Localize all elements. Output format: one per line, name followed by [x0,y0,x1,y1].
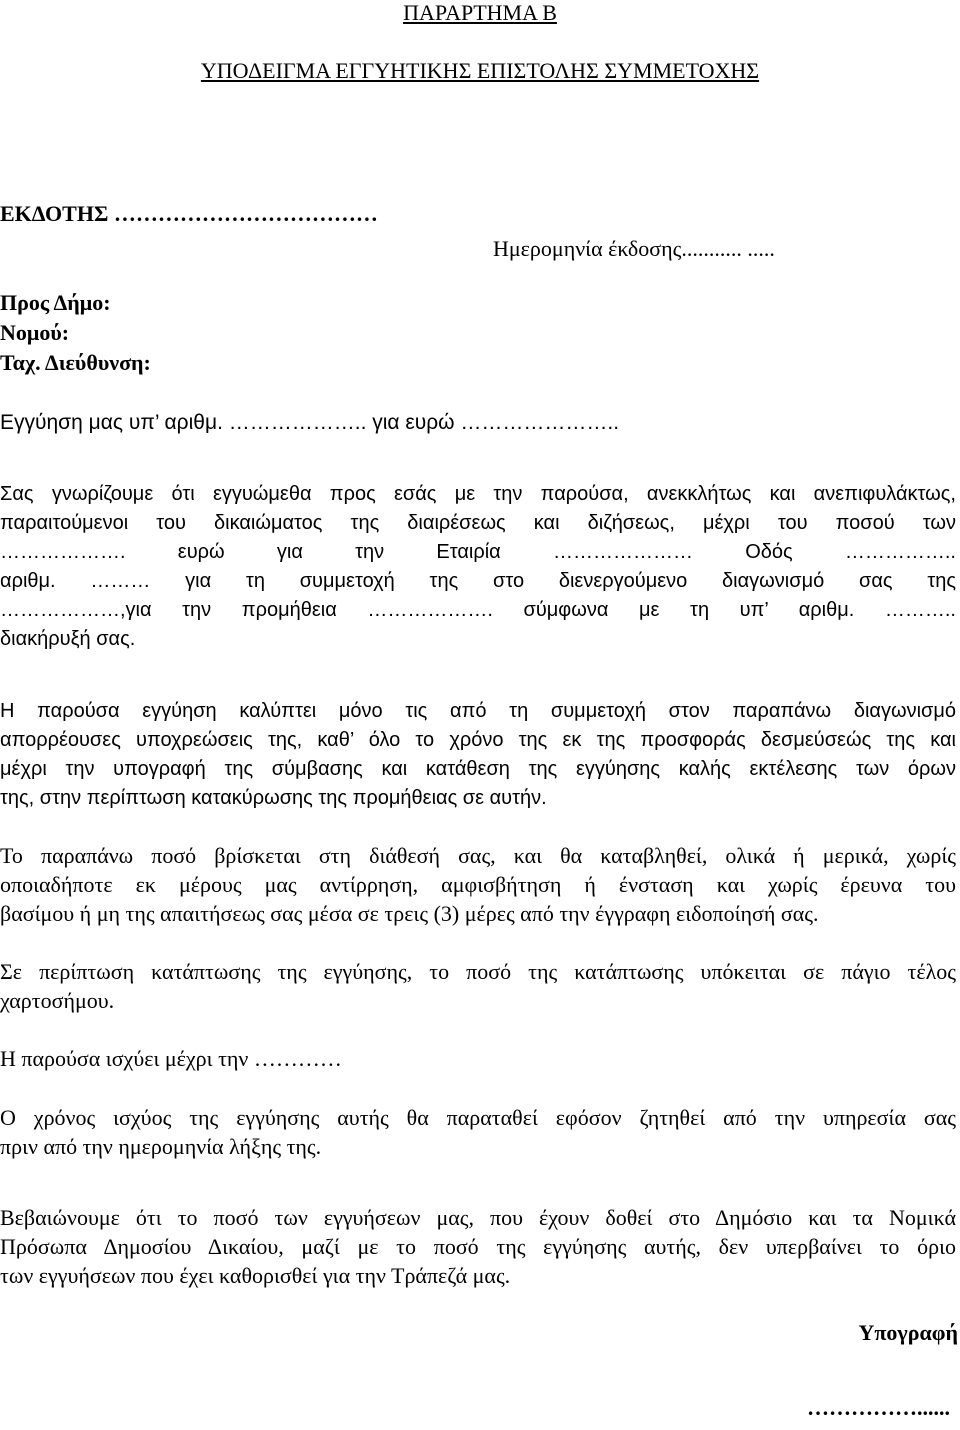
paragraph-line: απορρέουσες υποχρεώσεις της, καθ’ όλο το χρόνο της εκ της προσφοράς δεσμεύσεώς της και [0,729,956,751]
issuer-line: ΕΚΔΟΤΗΣ ……………………………… [0,201,378,226]
paragraph-validity [0,1044,956,1073]
paragraph-limit [0,1203,956,1290]
paragraph-line: Το παραπάνω ποσό βρίσκεται στη διάθεσή σας, και θα καταβληθεί, ολικά ή μερικά, χωρίς [0,843,956,868]
paragraph-line: ………………. ευρώ για την Εταιρία ………………… Οδός …………….. [0,541,956,563]
paragraph-line: των εγγυήσεων που έχει καθορισθεί για την Τράπεζά μας. [0,1263,511,1288]
paragraph-line: Ο χρόνος ισχύος της εγγύησης αυτής θα παραταθεί εφόσον ζητηθεί από την υπηρεσία σας [0,1105,956,1130]
paragraph-line: Σας γνωρίζουμε ότι εγγυώμεθα προς εσάς με την παρούσα, ανεκκλήτως και ανεπιφυλάκτως, [0,483,956,505]
paragraph-line: πριν από την ημερομηνία λήξης της. [0,1134,322,1159]
paragraph-line: μέχρι την υπογραφή της σύμβασης και κατάθεση της εγγύησης καλής εκτέλεσης των όρων [0,758,956,780]
paragraph-payment [0,841,956,928]
paragraph-line: αριθμ. ……… για τη συμμετοχή της στο διενεργούμενο διαγωνισμό σας της [0,570,956,592]
paragraph-line: Η παρούσα εγγύηση καλύπτει μόνο τις από τη συμμετοχή στον παραπάνω διαγωνισμό [0,700,956,722]
signature-label: Υπογραφή [858,1320,958,1345]
paragraph-line: Σε περίπτωση κατάπτωσης της εγγύησης, το ποσό της κατάπτωσης υπόκειται σε πάγιο τέλος [0,959,956,984]
address-prefecture: Νομού: [0,320,70,345]
paragraph-forfeit [0,957,956,1015]
address-to: Προς Δήμο: [0,290,111,315]
paragraph-line: οποιαδήποτε εκ μέρους μας αντίρρηση, αμφισβήτηση ή ένσταση και χωρίς έρευνα του [0,872,956,897]
paragraph-line: Βεβαιώνουμε ότι το ποσό των εγγυήσεων μας, που έχουν δοθεί στο Δημόσιο και τα Νομικά [0,1205,956,1230]
paragraph-line: χαρτοσήμου. [0,988,115,1013]
paragraph-line: βασίμου ή μη της απαιτήσεως σας μέσα σε τρεις (3) μέρες από την έγγραφη ειδοποίησή σας. [0,901,819,926]
paragraph-line: Πρόσωπα Δημοσίου Δικαίου, μαζί με το ποσό της εγγύησης αυτής, δεν υπερβαίνει το όριο [0,1234,956,1259]
paragraph-coverage [0,697,956,813]
paragraph-line: διακήρυξή σας. [0,628,136,650]
issue-date-line: Ημερομηνία έκδοσης........... ..... [493,236,775,261]
signature-line: ……………...... [807,1395,950,1420]
paragraph-guarantee-body [0,480,956,654]
paragraph-line: ………………,για την προμήθεια ………………. σύμφωνα με τη υπ’ αριθμ. ……….. [0,599,956,621]
paragraph-line: της, στην περίπτωση κατακύρωσης της προμήθειας σε αυτήν. [0,787,547,809]
document-title: ΥΠΟΔΕΙΓΜΑ ΕΓΓΥΗΤΙΚΗΣ ΕΠΙΣΤΟΛΗΣ ΣΥΜΜΕΤΟΧΗΣ [200,58,760,83]
address-postal: Ταχ. Διεύθυνση: [0,350,151,375]
annex-title: ΠΑΡΑΡΤΗΜΑ Β [403,0,557,25]
paragraph-extension [0,1103,956,1161]
guarantee-reference: Εγγύηση μας υπ’ αριθμ. ……………….. για ευρώ ………………….. [0,411,620,434]
paragraph-line: Η παρούσα ισχύει μέχρι την ………… [0,1046,342,1071]
paragraph-line: παραιτούμενοι του δικαιώματος της διαιρέσεως και διζήσεως, μέχρι του ποσού των [0,512,956,534]
